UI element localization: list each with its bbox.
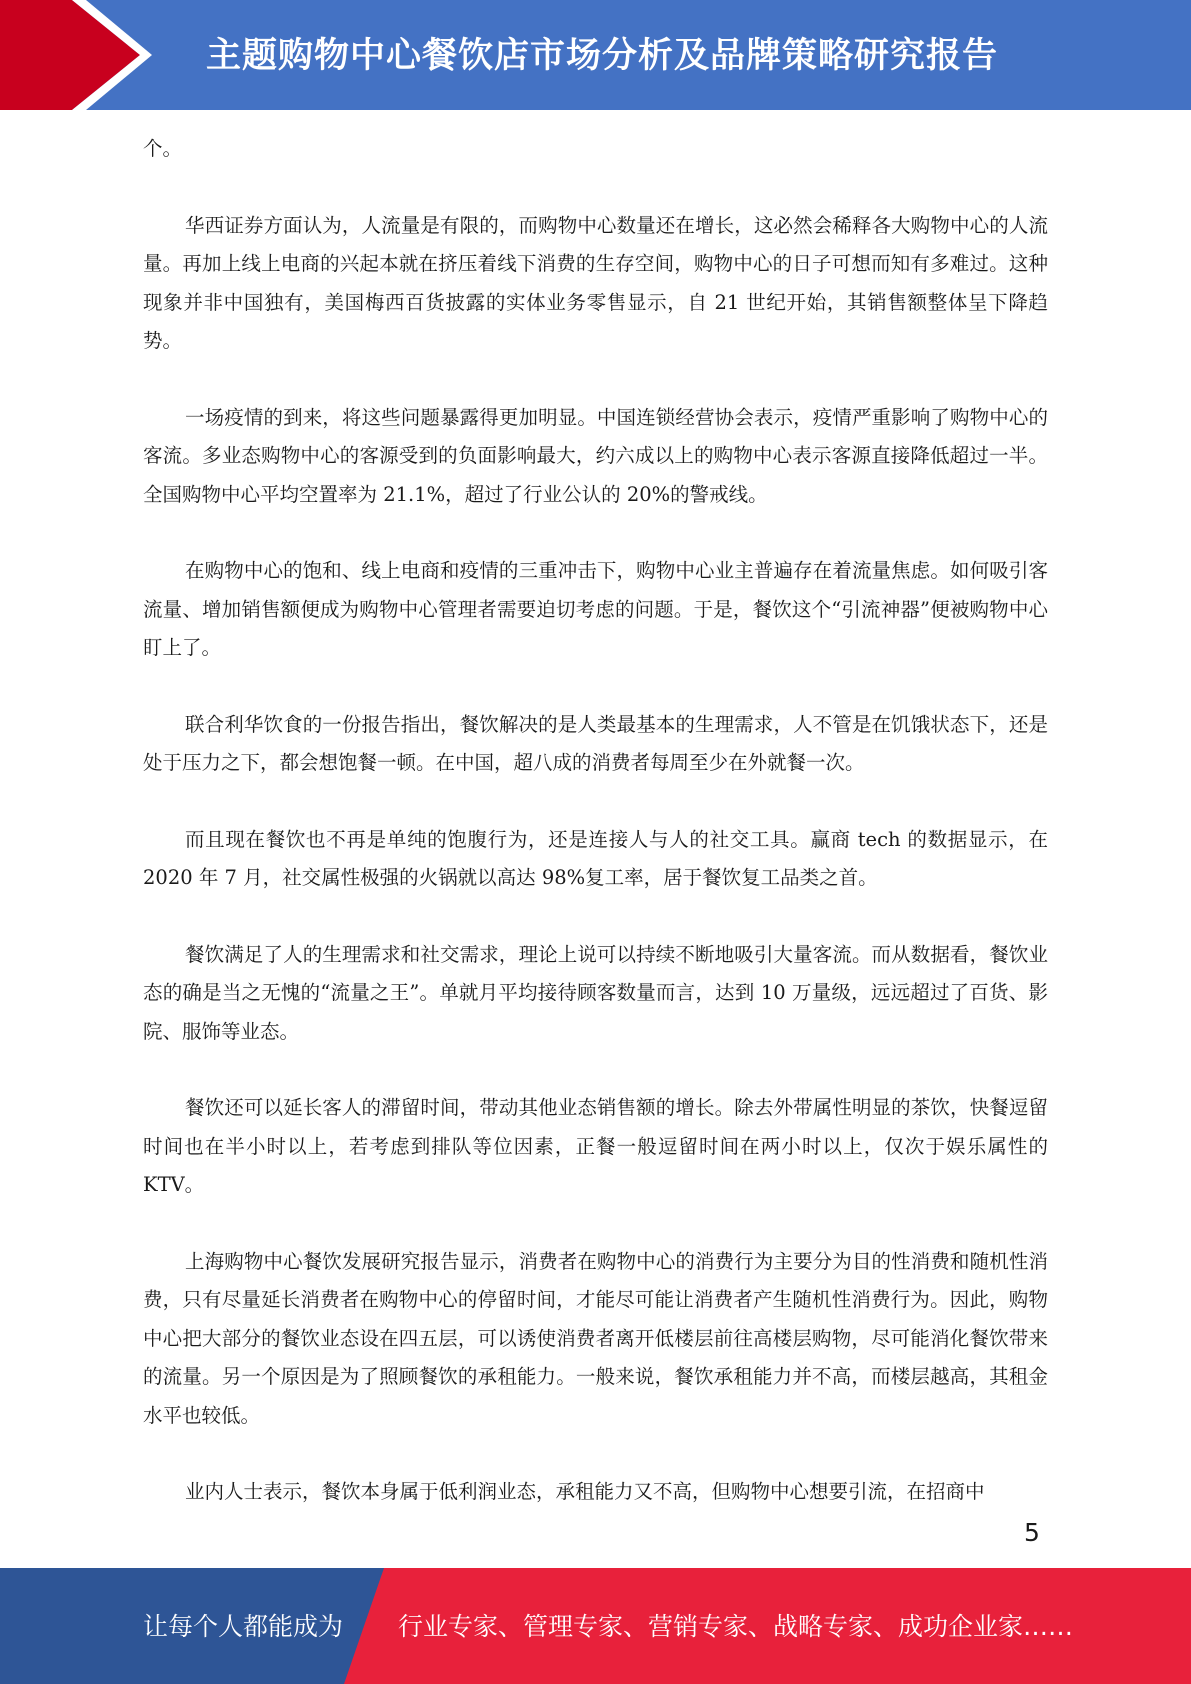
page-header <box>0 0 1191 110</box>
footer-slogan-right: 行业专家、管理专家、营销专家、战略专家、成功企业家…… <box>398 1612 1074 1641</box>
document-body <box>143 130 1048 1550</box>
paragraph: 业内人士表示，餐饮本身属于低利润业态，承租能力又不高，但购物中心想要引流，在招商中 <box>185 1480 985 1503</box>
page-footer <box>0 1568 1191 1684</box>
footer-slogan-left: 让每个人都能成为 <box>143 1612 344 1641</box>
paragraph-continuation: 个。 <box>143 137 183 160</box>
paragraph: 一场疫情的到来，将这些问题暴露得更加明显。中国连锁经营协会表示，疫情严重影响了购物中心的客流。多业态购物中心的客源受到的负面影响最大，约六成以上的购物中心表示客源直接降低超过一半。全国购物中心平均空置率为 21.1%，超过了行业公认的 20%的警戒线。 <box>143 405 1048 506</box>
paragraph: 餐饮还可以延长客人的滞留时间，带动其他业态销售额的增长。除去外带属性明显的茶饮，快餐逗留时间也在半小时以上，若考虑到排队等位因素，正餐一般逗留时间在两小时以上，仅次于娱乐属性的 KTV。 <box>143 1096 1048 1196</box>
page-number: 5 <box>1024 1518 1040 1547</box>
paragraph: 餐饮满足了人的生理需求和社交需求，理论上说可以持续不断地吸引大量客流。而从数据看，餐饮业态的确是当之无愧的“流量之王”。单就月平均接待顾客数量而言，达到 10 万量级，远远超过了百货、影院、服饰等业态。 <box>143 942 1048 1043</box>
header-title: 主题购物中心餐饮店市场分析及品牌策略研究报告 <box>206 36 999 76</box>
paragraph: 华西证券方面认为，人流量是有限的，而购物中心数量还在增长，这必然会稀释各大购物中心的人流量。再加上线上电商的兴起本就在挤压着线下消费的生存空间，购物中心的日子可想而知有多难过。这种现象并非中国独有，美国梅西百货披露的实体业务零售显示，自 21 世纪开始，其销售额整体呈下降趋势。 <box>143 213 1048 352</box>
paragraph: 联合利华饮食的一份报告指出，餐饮解决的是人类最基本的生理需求，人不管是在饥饿状态下，还是处于压力之下，都会想饱餐一顿。在中国，超八成的消费者每周至少在外就餐一次。 <box>143 712 1048 774</box>
paragraph: 而且现在餐饮也不再是单纯的饱腹行为，还是连接人与人的社交工具。赢商 tech 的数据显示，在 2020 年 7 月，社交属性极强的火锅就以高达 98%复工率，居于餐饮复工品类之首。 <box>143 827 1048 889</box>
paragraph: 上海购物中心餐饮发展研究报告显示，消费者在购物中心的消费行为主要分为目的性消费和随机性消费，只有尽量延长消费者在购物中心的停留时间，才能尽可能让消费者产生随机性消费行为。因此，购物中心把大部分的餐饮业态设在四五层，可以诱使消费者离开低楼层前往高楼层购物，尽可能消化餐饮带来的流量。另一个原因是为了照顾餐饮的承租能力。一般来说，餐饮承租能力并不高，而楼层越高，其租金水平也较低。 <box>143 1249 1048 1427</box>
paragraph: 在购物中心的饱和、线上电商和疫情的三重冲击下，购物中心业主普遍存在着流量焦虑。如何吸引客流量、增加销售额便成为购物中心管理者需要迫切考虑的问题。于是，餐饮这个“引流神器”便被购物中心盯上了。 <box>143 559 1048 659</box>
